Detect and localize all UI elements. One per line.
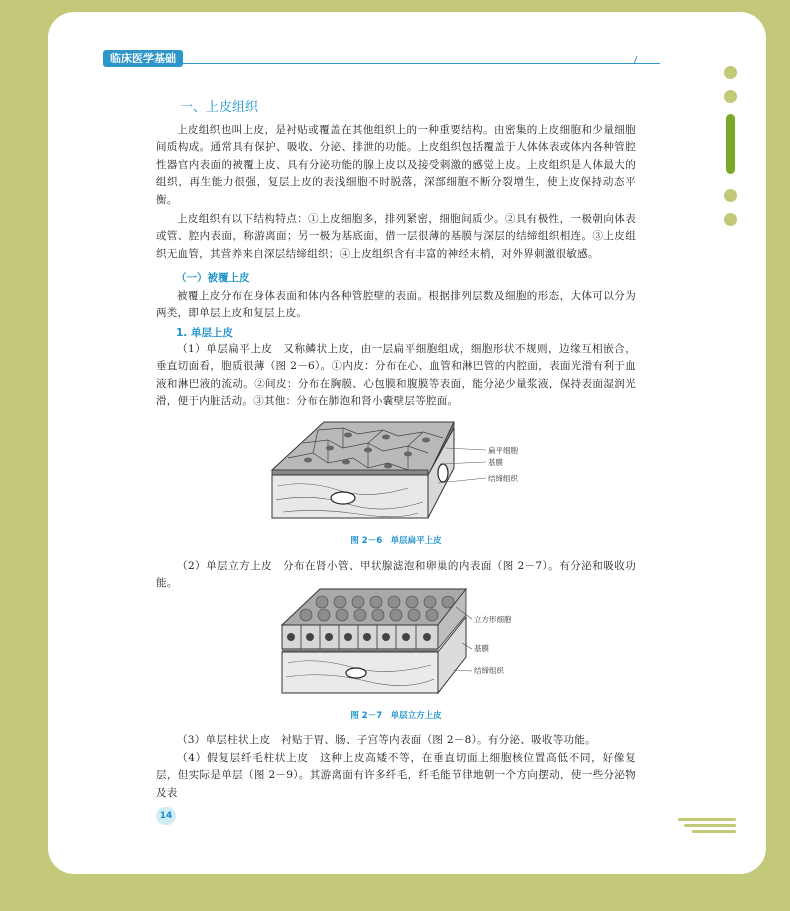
header-rule [106, 63, 660, 64]
paragraph-covering: 被覆上皮分布在身体表面和体内各种管腔壁的表面。根据排列层数及细胞的形态，大体可以分为两类，即单层上皮和复层上皮。 [156, 290, 636, 320]
subheading-simple-epithelium: 1. 单层上皮 [176, 327, 233, 339]
figure2-label-cuboidal-cell: 立方形细胞 [474, 615, 512, 624]
corner-stripes [678, 818, 736, 836]
side-dot [724, 213, 737, 226]
side-dot [724, 90, 737, 103]
paragraph-pseudostratified: （4）假复层纤毛柱状上皮 这种上皮高矮不等，在垂直切面上细胞核位置高低不同，好像复层，但实际是单层（图 2－9）。其游离面有许多纤毛，纤毛能节律地朝一个方向摆动，使一些分泌物及表 [156, 752, 636, 799]
figure-simple-cuboidal-epithelium [276, 585, 546, 697]
section-title: 一、上皮组织 [180, 100, 259, 115]
paragraph-simple-squamous: （1）单层扁平上皮 又称鳞状上皮，由一层扁平细胞组成，细胞形状不规则，边缘互相嵌合，垂直切面看，胞质很薄（图 2－6）。①内皮：分布在心、血管和淋巴管的内腔面，表面光滑有利于血液和淋巴液的流动。②间皮：分布在胸膜、心包膜和腹膜等表面，能分泌少量浆液，保持表面湿润光滑，便于内脏活动。③其他：分布在肺泡和肾小囊壁层等腔面。 [156, 343, 636, 408]
figure2-caption: 图 2－7 单层立方上皮 [350, 711, 442, 721]
paragraph-intro: 上皮组织也叫上皮，是衬贴或覆盖在其他组织上的一种重要结构。由密集的上皮细胞和少量细胞间质构成。通常具有保护、吸收、分泌、排泄的功能。上皮组织包括覆盖于人体体表或体内各种管腔性器官内表面的被覆上皮、具有分泌功能的腺上皮以及接受刺激的感觉上皮。上皮组织是人体最大的组织，再生能力很强，复层上皮的表浅细胞不时脱落，深部细胞不断分裂增生，使上皮保持动态平衡。 [156, 124, 636, 206]
paragraph-features: 上皮组织有以下结构特点：①上皮细胞多，排列紧密，细胞间质少。②具有极性，一极朝向体表或管、腔内表面，称游离面；另一极为基底面，借一层很薄的基膜与深层的结缔组织相连。③上皮组织无血管，其营养来自深层结缔组织；④上皮组织含有丰富的神经末梢，对外界刺激很敏感。 [156, 213, 636, 260]
figure-simple-squamous-epithelium [268, 418, 558, 530]
paragraph-simple-cuboidal: （2）单层立方上皮 分布在肾小管、甲状腺滤泡和卵巢的内表面（图 2－7）。有分泌和吸收功能。 [156, 560, 636, 590]
paragraph-simple-columnar: （3）单层柱状上皮 衬贴于胃、肠、子宫等内表面（图 2－8）。有分泌、吸收等功能。 [177, 734, 596, 746]
subheading-covering-epithelium: （一）被覆上皮 [176, 272, 250, 284]
figure1-label-squamous-cell: 扁平细胞 [488, 446, 518, 455]
book-title-tab: 临床医学基础 [103, 50, 183, 67]
side-dot [724, 189, 737, 202]
figure1-label-connective-tissue: 结缔组织 [488, 474, 518, 483]
corner-stripe [684, 824, 736, 827]
side-bar [726, 114, 735, 174]
corner-stripe [692, 830, 736, 833]
corner-stripe [678, 818, 736, 821]
side-dot [724, 66, 737, 79]
figure2-label-basement-membrane: 基膜 [474, 644, 489, 653]
figure1-caption: 图 2－6 单层扁平上皮 [350, 536, 442, 546]
side-decoration [724, 66, 738, 237]
figure2-label-connective-tissue: 结缔组织 [474, 666, 504, 675]
page-number: 14 [156, 807, 176, 825]
figure1-label-basement-membrane: 基膜 [488, 458, 503, 467]
